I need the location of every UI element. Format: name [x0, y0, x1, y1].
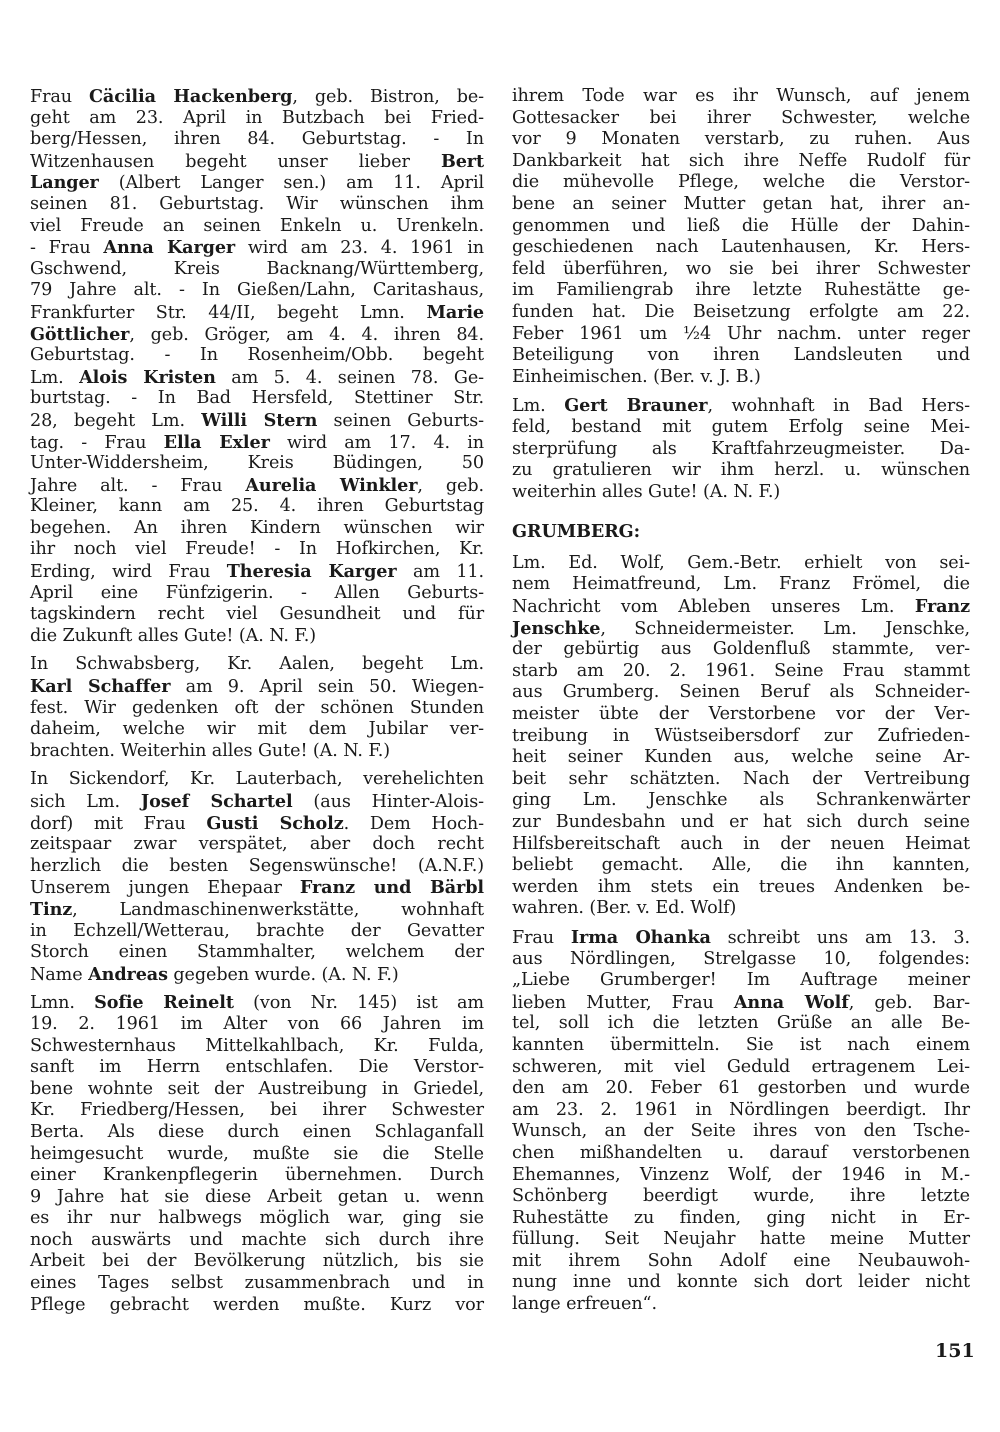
text-run: eines Tages selbst zusammenbrach und in	[30, 1273, 484, 1294]
text-line	[512, 834, 970, 856]
text-line	[512, 855, 970, 877]
text-line	[30, 1100, 484, 1122]
text-run: Beteiligung von ihren Landsleuten und	[512, 345, 970, 366]
text-line	[512, 1035, 970, 1057]
text-run: Pflege gebracht werden mußte. Kurz vor	[30, 1294, 484, 1315]
text-line	[512, 1165, 970, 1187]
text-line	[30, 856, 484, 878]
text-run: lange erfreuen“.	[512, 1294, 657, 1315]
text-line	[30, 129, 484, 151]
bold-name: Karl Schaffer	[30, 676, 171, 698]
text-line	[30, 1273, 484, 1295]
text-run: am 11.	[396, 562, 485, 583]
text-line	[512, 574, 970, 596]
text-run: April eine Fünfzigerin. - Allen Geburts-	[30, 582, 484, 603]
text-run: lieben Mutter, Frau	[512, 992, 734, 1013]
text-line	[512, 521, 970, 543]
text-run: mit ihrem Sohn Adolf eine Neubauwoh-	[512, 1250, 970, 1271]
text-line	[30, 942, 484, 964]
text-run: ging Lm. Jenschke als Schrankenwärter	[512, 790, 970, 811]
text-run: Storch einen Stammhalter, welchem der	[30, 942, 484, 963]
text-line	[512, 1294, 970, 1316]
text-line	[512, 302, 970, 324]
text-line	[512, 395, 970, 417]
text-line	[30, 834, 484, 856]
text-run: Arbeit bei der Bevölkerung nützlich, bis sie	[30, 1251, 484, 1272]
text-run: Erding, wird Frau	[30, 562, 227, 583]
text-run: Ehemannes, Vinzenz Wolf, der 1946 in M.-	[512, 1164, 970, 1185]
text-run: nem Heimatfreund, Lm. Franz Frömel, die	[512, 574, 970, 595]
text-line	[30, 475, 484, 497]
text-run: Lm. Ed. Wolf, Gem.-Betr. erhielt von sei-	[512, 552, 970, 573]
text-run: 79 Jahre alt. - In Gießen/Lahn, Caritashaus,	[30, 280, 484, 301]
text-run: 28, begeht Lm.	[30, 410, 202, 431]
text-run: , geb. Bar-	[848, 992, 971, 1013]
text-line	[30, 1036, 484, 1058]
bold-name: Tinz	[30, 898, 73, 920]
bold-name: Ella Exler	[163, 431, 270, 453]
text-line	[512, 86, 970, 108]
text-run: begehen. An ihren Kindern wünschen wir	[30, 517, 484, 538]
text-line	[30, 1057, 484, 1079]
text-line	[512, 1078, 970, 1100]
bold-name: Willi Stern	[201, 409, 318, 431]
text-run: Frau	[512, 927, 571, 948]
text-line	[30, 899, 484, 921]
text-run: Unter-Widdersheim, Kreis Büdingen, 50	[30, 453, 484, 474]
text-run: wahren. (Ber. v. Ed. Wolf)	[512, 898, 737, 919]
text-line	[512, 970, 970, 992]
text-line	[512, 596, 970, 618]
text-line	[512, 769, 970, 791]
text-line	[30, 216, 484, 238]
text-line	[30, 1122, 484, 1144]
paragraph	[30, 769, 484, 985]
text-run: noch auswärts und machte sich durch ihre	[30, 1229, 484, 1250]
text-run: , Landmaschinenwerkstätte, wohnhaft	[72, 899, 484, 920]
bold-name: Aurelia Winkler	[245, 474, 418, 496]
text-run: funden hat. Die Beisetzung erfolgte am 22.	[512, 301, 970, 322]
left-column	[30, 86, 484, 1323]
text-line	[30, 1295, 484, 1317]
text-line	[30, 1165, 484, 1187]
text-run: aus Grumberg. Seinen Beruf als Schneider-	[512, 682, 970, 703]
bold-name: Jenschke	[512, 617, 601, 639]
text-line	[512, 553, 970, 575]
bold-name: Theresia Karger	[226, 561, 397, 583]
text-run: viel Freude an seinen Enkeln u. Urenkeln.	[30, 215, 484, 236]
paragraph	[30, 654, 484, 762]
text-run: am 9. April sein 50. Wiegen-	[170, 677, 484, 698]
text-line	[512, 639, 970, 661]
text-line	[30, 964, 484, 986]
text-run: geht am 23. April in Butzbach bei Fried-	[30, 107, 484, 128]
text-line	[30, 877, 484, 899]
bold-name: Irma Ohanka	[570, 926, 711, 948]
text-line	[30, 791, 484, 813]
text-run: (von Nr. 145) ist am	[233, 993, 484, 1014]
text-line	[30, 698, 484, 720]
text-line	[30, 769, 484, 791]
text-line	[30, 496, 484, 518]
bold-name: Anna Wolf	[733, 991, 849, 1013]
text-line	[512, 1229, 970, 1251]
text-run: genommen und ließ die Hülle der Dahin-	[512, 215, 970, 236]
text-run: Hilfsbereitschaft auch in der neuen Heimat	[512, 833, 970, 854]
text-line	[30, 367, 484, 389]
text-run: Kr. Friedberg/Hessen, bei ihrer Schwester	[30, 1100, 484, 1121]
text-line	[512, 1272, 970, 1294]
text-run: Wunsch, an der Seite ihres von den Tsche-	[512, 1121, 970, 1142]
text-line	[30, 453, 484, 475]
text-run: schreibt uns am 13. 3.	[710, 927, 970, 948]
text-run: sich Lm.	[30, 792, 141, 812]
paragraph	[30, 992, 484, 1316]
text-run: heimgesucht wurde, mußte sie die Stelle	[30, 1143, 484, 1164]
text-run: einer Krankenpflegerin übernehmen. Durch	[30, 1165, 484, 1186]
text-run: Lm.	[30, 367, 80, 388]
text-line	[512, 237, 970, 259]
text-run: chen mißhandelten u. darauf verstorbenen	[512, 1142, 970, 1163]
text-line	[512, 790, 970, 812]
text-run: Lm.	[512, 396, 565, 417]
text-run: schweren, mit viel Geduld ertragenem Lei-	[512, 1056, 970, 1077]
text-run: ihrem Tode war es ihr Wunsch, auf jenem	[512, 86, 970, 106]
text-run: brachten. Weiterhin alles Gute! (A. N. F.)	[30, 740, 391, 761]
paragraph	[512, 86, 970, 388]
text-run: Lmn.	[30, 993, 95, 1014]
text-run: (aus Hinter-Alois-	[292, 792, 484, 812]
text-line	[512, 1057, 970, 1079]
text-run: fest. Wir gedenken oft der schönen Stunden	[30, 697, 484, 718]
text-line	[512, 216, 970, 238]
text-line	[30, 410, 484, 432]
bold-name: Göttlicher	[30, 323, 130, 345]
text-line	[30, 518, 484, 540]
text-run: bene an seiner Mutter getan hat, ihrer an-	[512, 193, 970, 214]
text-run: „Liebe Grumberger! Im Auftrage meiner	[512, 970, 970, 991]
bold-name: Langer	[30, 172, 99, 194]
text-line	[30, 626, 484, 648]
text-run: Gottesacker bei ihrer Schwester, welche	[512, 107, 970, 128]
text-run: zur Bundesbahn und er hat sich durch seine	[512, 812, 970, 832]
text-run: 9 Jahre hat sie diese Arbeit getan u. wenn	[30, 1186, 484, 1207]
bold-name: Cäcilia Hackenberg	[89, 86, 293, 107]
text-line	[512, 129, 970, 151]
bold-name: Andreas	[88, 963, 168, 985]
text-line	[512, 1100, 970, 1122]
text-line	[30, 1187, 484, 1209]
text-line	[30, 432, 484, 454]
text-run: In Schwabsberg, Kr. Aalen, begeht Lm.	[30, 654, 484, 675]
text-run: der gebürtig aus Goldenfluß stammte, ver-	[512, 639, 970, 660]
text-line	[30, 1208, 484, 1230]
text-line	[30, 539, 484, 561]
text-line	[512, 726, 970, 748]
text-line	[30, 1230, 484, 1252]
text-line	[512, 1013, 970, 1035]
text-run: seinen 81. Geburtstag. Wir wünschen ihm	[30, 193, 484, 214]
text-run: Witzenhausen begeht unser lieber	[30, 151, 441, 172]
text-line	[30, 388, 484, 410]
right-column	[512, 86, 970, 1323]
text-line	[30, 1014, 484, 1036]
paragraph	[512, 927, 970, 1316]
bold-name: Sofie Reinelt	[94, 992, 234, 1014]
text-run: Schönberg beerdigt wurde, ihre letzte	[512, 1186, 970, 1207]
text-line	[512, 259, 970, 281]
text-line	[30, 1251, 484, 1273]
text-line	[30, 1079, 484, 1101]
text-run: burtstag. - In Bad Hersfeld, Stettiner Str.	[30, 388, 484, 409]
text-line	[30, 259, 484, 281]
text-run: am 23. 2. 1961 in Nördlingen beerdigt. Ihr	[512, 1099, 970, 1120]
text-line	[512, 482, 970, 504]
text-line	[30, 741, 484, 763]
text-run: die Zukunft alles Gute! (A. N. F.)	[30, 625, 316, 646]
text-run: im Familiengrab ihre letzte Ruhestätte ge-	[512, 280, 970, 301]
text-run: aus Nördlingen, Strelgasse 10, folgendes:	[512, 948, 970, 969]
text-run: herzlich die besten Segenswünsche! (A.N.F.)	[30, 855, 484, 876]
bold-name: Bert	[440, 150, 484, 172]
text-line	[30, 719, 484, 741]
text-run: weiterhin alles Gute! (A. N. F.)	[512, 481, 781, 502]
text-line	[30, 280, 484, 302]
text-run: wird am 17. 4. in	[269, 432, 484, 453]
text-run: gegeben wurde. (A. N. F.)	[167, 964, 399, 985]
text-run: daheim, welche wir mit dem Jubilar ver-	[30, 719, 484, 740]
text-run: bene wohnte seit der Austreibung in Griedel,	[30, 1078, 484, 1099]
text-run: werden ihm stets ein treues Andenken be-	[512, 876, 970, 897]
text-line	[512, 661, 970, 683]
text-run: zu gratulieren wir ihm herzl. u. wünschen	[512, 460, 970, 481]
text-run: tel, soll ich die letzten Grüße an alle Be-	[512, 1013, 970, 1034]
text-line	[30, 1144, 484, 1166]
text-run: beit sehr schätzten. Nach der Vertreibung	[512, 768, 970, 789]
text-line	[512, 1186, 970, 1208]
text-run: meister übte der Verstorbene vor der Ver-	[512, 704, 970, 725]
text-line	[512, 927, 970, 949]
text-line	[512, 172, 970, 194]
text-line	[512, 1208, 970, 1230]
text-line	[30, 172, 484, 194]
text-run: tagskindern recht viel Gesundheit und für	[30, 604, 484, 625]
text-run: Kleiner, kann am 25. 4. ihren Geburtstag	[30, 496, 484, 517]
bold-name: Franz	[914, 596, 970, 618]
text-line	[512, 898, 970, 920]
text-run: seinen Geburts-	[317, 410, 485, 431]
text-line	[30, 302, 484, 324]
text-run: tag. - Frau	[30, 432, 164, 453]
text-run: Geburtstag. - In Rosenheim/Obb. begeht	[30, 345, 484, 366]
text-run: Schwesternhaus Mittelkahlbach, Kr. Fulda,	[30, 1035, 484, 1056]
text-line	[512, 1121, 970, 1143]
text-line	[512, 439, 970, 461]
text-line	[512, 194, 970, 216]
section-heading	[512, 521, 970, 543]
text-line	[30, 654, 484, 676]
text-line	[30, 921, 484, 943]
text-run: es ihr nur halbwegs möglich war, ging sie	[30, 1208, 484, 1229]
text-line	[30, 345, 484, 367]
bold-name: Anna Karger	[103, 237, 236, 259]
text-run: Unserem jungen Ehepaar	[30, 878, 300, 899]
text-run: dorf) mit Frau	[30, 813, 207, 834]
text-line	[30, 108, 484, 130]
text-run: Name	[30, 964, 89, 985]
text-run: Nachricht vom Ableben unseres Lm.	[512, 597, 915, 618]
text-line	[512, 151, 970, 173]
text-run: starb am 20. 2. 1961. Seine Frau stammt	[512, 660, 970, 681]
text-line	[512, 324, 970, 346]
text-run: berg/Hessen, ihren 84. Geburtstag. - In	[30, 129, 484, 150]
text-line	[30, 561, 484, 583]
paragraph	[30, 86, 484, 647]
text-run: Feber 1961 um ½4 Uhr nachm. unter reger	[512, 323, 970, 344]
text-run: die mühevolle Pflege, welche die Verstor-	[512, 172, 970, 193]
text-line	[512, 345, 970, 367]
text-line	[30, 992, 484, 1014]
text-line	[30, 583, 484, 605]
text-run: feld, bestand mit gutem Erfolg seine Mei-	[512, 416, 970, 437]
text-line	[30, 604, 484, 626]
text-line	[512, 1143, 970, 1165]
text-line	[30, 324, 484, 346]
bold-name: Gert Brauner	[564, 395, 708, 417]
text-run: heit seiner Kunden aus, welche seine Ar-	[512, 747, 970, 768]
text-run: sanft im Herrn entschlafen. Die Verstor-	[30, 1057, 484, 1078]
bold-name: Josef Schartel	[140, 791, 293, 812]
text-run: sterprüfung als Kraftfahrzeugmeister. Da-	[512, 438, 970, 459]
text-run: am 5. 4. seinen 78. Ge-	[215, 367, 484, 388]
text-run: treibung in Wüstseibersdorf zur Zufrieden-	[512, 725, 970, 746]
text-run: Frau	[30, 87, 90, 107]
text-run: Ruhestätte zu finden, ging nicht in Er-	[512, 1207, 970, 1228]
text-line	[512, 108, 970, 130]
text-line	[512, 618, 970, 640]
paragraph	[512, 553, 970, 920]
text-line	[512, 992, 970, 1014]
page-number: 151	[935, 1340, 975, 1362]
text-line	[512, 460, 970, 482]
text-line	[30, 676, 484, 698]
text-line	[30, 813, 484, 835]
text-run: nung inne und konnte sich dort leider nicht	[512, 1272, 970, 1293]
text-line	[30, 86, 484, 108]
text-run: Einheimischen. (Ber. v. J. B.)	[512, 366, 761, 387]
bold-name: Marie	[426, 301, 484, 323]
text-run: , geb. Bistron, be-	[292, 87, 485, 107]
bold-name: Franz und Bärbl	[299, 877, 485, 899]
text-line	[30, 237, 484, 259]
text-line	[512, 704, 970, 726]
bold-name: Gusti Scholz	[206, 812, 344, 834]
text-run: beliebt gemacht. Alle, die ihn kannten,	[512, 855, 970, 876]
bold-name: GRUMBERG:	[512, 521, 640, 543]
text-run: 19. 2. 1961 im Alter von 66 Jahren im	[30, 1013, 484, 1034]
text-run: wird am 23. 4. 1961 in	[235, 238, 484, 259]
text-run: , geb. Gröger, am 4. 4. ihren 84.	[129, 324, 484, 345]
text-run: kannten übermitteln. Sie ist nach einem	[512, 1034, 970, 1055]
text-run: ihr noch viel Freude! - In Hofkirchen, Kr.	[30, 539, 484, 560]
text-run: Frankfurter Str. 44/II, begeht Lmn.	[30, 302, 427, 323]
paragraph	[512, 395, 970, 503]
text-run: , wohnhaft in Bad Hers-	[707, 396, 970, 417]
text-line	[512, 417, 970, 439]
text-run: zeitspaar zwar verspätet, aber doch recht	[30, 834, 484, 855]
text-run: geschiedenen nach Lautenhausen, Kr. Hers-	[512, 237, 970, 258]
text-run: (Albert Langer sen.) am 11. April	[98, 173, 484, 194]
text-run: Dankbarkeit hat sich ihre Neffe Rudolf für	[512, 150, 970, 171]
text-run: . Dem Hoch-	[343, 813, 484, 834]
text-line	[512, 949, 970, 971]
text-line	[512, 877, 970, 899]
text-run: Gschwend, Kreis Backnang/Württemberg,	[30, 258, 484, 279]
text-line	[512, 682, 970, 704]
text-run: vor 9 Monaten verstarb, zu ruhen. Aus	[512, 129, 970, 150]
text-line	[30, 194, 484, 216]
text-line	[512, 812, 970, 834]
text-run: In Sickendorf, Kr. Lauterbach, verehelichten	[30, 769, 484, 790]
text-run: in Echzell/Wetterau, brachte der Gevatter	[30, 920, 484, 941]
text-run: Jahre alt. - Frau	[30, 475, 246, 496]
text-line	[512, 367, 970, 389]
text-line	[512, 1251, 970, 1273]
text-run: - Frau	[30, 238, 104, 259]
text-run: , Schneidermeister. Lm. Jenschke,	[600, 618, 970, 639]
text-run: füllung. Seit Neujahr hatte meine Mutter	[512, 1229, 970, 1250]
bold-name: Alois Kristen	[79, 366, 216, 388]
text-run: Berta. Als diese durch einen Schlaganfall	[30, 1121, 484, 1142]
text-run: den am 20. Feber 61 gestorben und wurde	[512, 1078, 970, 1099]
text-line	[30, 151, 484, 173]
text-line	[512, 747, 970, 769]
text-line	[512, 280, 970, 302]
text-run: , geb.	[417, 475, 484, 496]
text-run: feld überführen, wo sie bei ihrer Schwester	[512, 258, 970, 279]
